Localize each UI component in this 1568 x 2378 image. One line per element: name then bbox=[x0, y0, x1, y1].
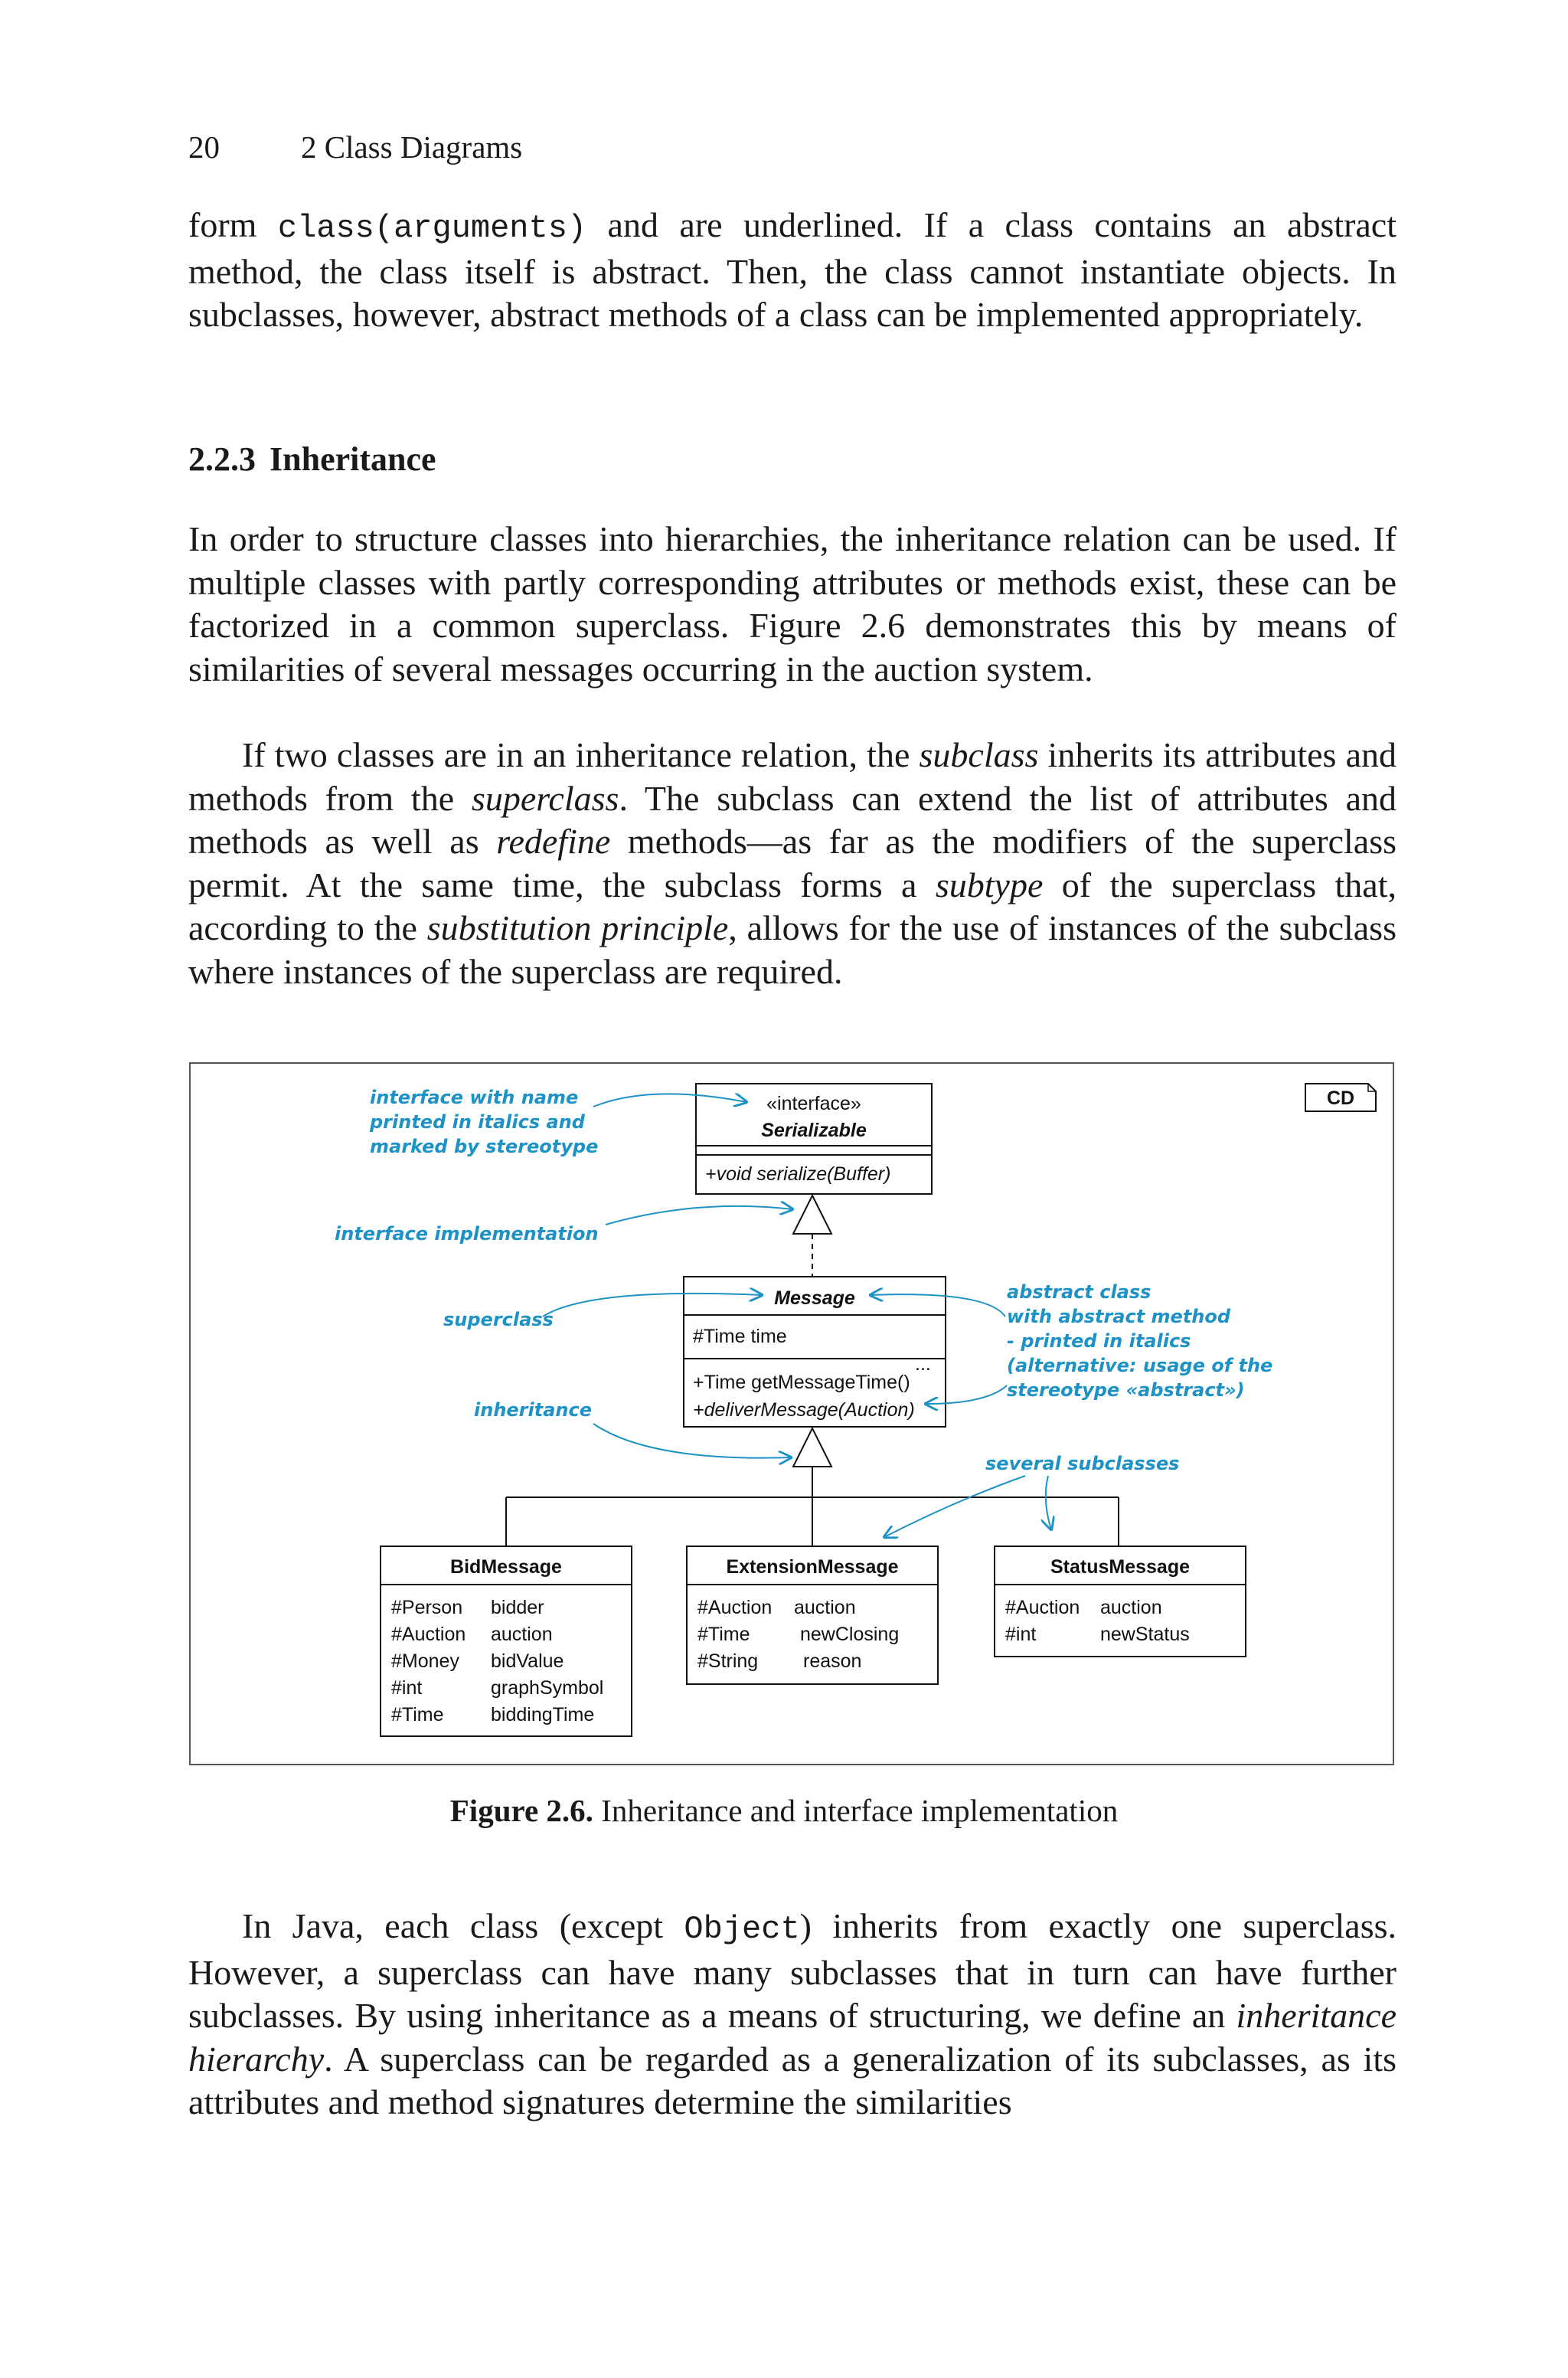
section-title: Inheritance bbox=[270, 440, 436, 478]
bid-attr-type: #Money bbox=[391, 1650, 459, 1672]
svg-text:(alternative: usage of the: (alternative: usage of the bbox=[1007, 1355, 1273, 1376]
svg-text:abstract class: abstract class bbox=[1007, 1281, 1152, 1303]
diagram-tag-text: CD bbox=[1326, 1088, 1355, 1109]
extension-name: ExtensionMessage bbox=[726, 1556, 899, 1578]
class-extensionmessage bbox=[687, 1546, 938, 1684]
chapter-title: 2 Class Diagrams bbox=[301, 129, 523, 165]
diagram-type-tag bbox=[1305, 1084, 1376, 1111]
svg-text:with abstract method: with abstract method bbox=[1007, 1306, 1231, 1327]
intro-paragraph bbox=[188, 204, 1396, 337]
message-method-1: +Time getMessageTime() bbox=[693, 1372, 910, 1393]
extension-attr-name: reason bbox=[803, 1650, 862, 1672]
bid-attr-name: graphSymbol bbox=[491, 1677, 604, 1699]
status-name: StatusMessage bbox=[1050, 1556, 1191, 1578]
note-interface-name bbox=[369, 1087, 598, 1157]
p2-text-2: inherits its attributes and methods from the bbox=[188, 735, 1396, 818]
extension-attr-type: #Auction bbox=[697, 1597, 773, 1618]
p3-emph-hierarchy: inheritance hierarchy bbox=[188, 1996, 1396, 2079]
svg-text:printed in italics and: printed in italics and bbox=[370, 1111, 585, 1133]
note-superclass: superclass bbox=[443, 1309, 554, 1330]
inheritance-tree bbox=[506, 1467, 1119, 1546]
page-number: 20 bbox=[188, 129, 220, 165]
p2-text-6: , allows for the use of instances of the subclass where instances of the superclass are required. bbox=[188, 908, 1396, 991]
p2-text-1: If two classes are in an inheritance relation, the bbox=[242, 735, 920, 774]
p2-emph-redefine: redefine bbox=[496, 822, 611, 861]
inheritance-triangle bbox=[793, 1428, 831, 1467]
note-arrow bbox=[606, 1206, 792, 1225]
svg-text:- printed in italics: - printed in italics bbox=[1007, 1330, 1191, 1352]
svg-text:marked by stereotype: marked by stereotype bbox=[370, 1136, 599, 1157]
note-arrow bbox=[1046, 1476, 1051, 1529]
extension-attr-type: #String bbox=[697, 1650, 759, 1672]
message-ellipsis: ... bbox=[915, 1353, 931, 1375]
extension-attr-name: newClosing bbox=[800, 1624, 900, 1645]
p2-text-3: . The subclass can extend the list of attributes and methods as well as bbox=[188, 778, 1396, 861]
intro-code: class(arguments) bbox=[277, 210, 587, 247]
status-attr-type: #int bbox=[1005, 1624, 1037, 1645]
bid-attr-name: biddingTime bbox=[491, 1704, 595, 1725]
p2-text-4: methods—as far as the modifiers of the superclass permit. At the same time, the subclass forms a bbox=[188, 822, 1396, 904]
paragraph-1: In order to structure classes into hierarchies, the inheritance relation can be used. If multiple classes with partly corresponding attributes or methods exist, these can be factorized in a common superclass. Figure 2.6 demonstrates this by means of similarities of several messages occurring in the auction system. bbox=[188, 519, 1396, 689]
class-serializable bbox=[696, 1084, 932, 1194]
svg-text:stereotype «abstract»): stereotype «abstract») bbox=[1007, 1379, 1245, 1401]
serializable-stereotype: «interface» bbox=[766, 1093, 861, 1114]
note-inheritance: inheritance bbox=[474, 1399, 592, 1421]
section-heading bbox=[188, 440, 436, 479]
realization-triangle bbox=[793, 1196, 831, 1234]
paragraph-2 bbox=[188, 734, 1396, 993]
caption-text: Inheritance and interface implementation bbox=[593, 1793, 1119, 1828]
note-arrow bbox=[884, 1476, 1025, 1537]
status-attr-name: newStatus bbox=[1100, 1624, 1190, 1645]
bid-attr-name: auction bbox=[491, 1624, 553, 1645]
svg-text:interface with name: interface with name bbox=[370, 1087, 579, 1108]
p3-text-1: In Java, each class (except bbox=[242, 1906, 684, 1945]
class-message bbox=[684, 1277, 946, 1427]
bid-name: BidMessage bbox=[450, 1556, 562, 1578]
p2-emph-superclass: superclass bbox=[471, 778, 619, 818]
note-abstract-class bbox=[1007, 1281, 1272, 1401]
class-diagram bbox=[191, 1064, 1396, 1767]
message-method-2: +deliverMessage(Auction) bbox=[693, 1399, 915, 1421]
bid-attr-type: #Person bbox=[391, 1597, 463, 1618]
caption-label: Figure 2.6. bbox=[449, 1793, 593, 1828]
serializable-name: Serializable bbox=[761, 1120, 867, 1141]
bid-attr-name: bidValue bbox=[491, 1650, 564, 1672]
bid-attr-type: #Auction bbox=[391, 1624, 466, 1645]
extension-attr-type: #Time bbox=[697, 1624, 750, 1645]
page-header bbox=[188, 129, 522, 165]
message-name: Message bbox=[774, 1287, 855, 1309]
serializable-method: +void serialize(Buffer) bbox=[705, 1163, 891, 1185]
section-number: 2.2.3 bbox=[188, 440, 256, 478]
class-bidmessage bbox=[381, 1546, 632, 1736]
p3-text-3: . A superclass can be regarded as a generalization of its subclasses, as its attributes and method signatures determine the similarities bbox=[188, 2039, 1396, 2121]
p2-emph-subtype: subtype bbox=[935, 865, 1044, 904]
message-attribute: #Time time bbox=[693, 1326, 787, 1347]
status-attr-name: auction bbox=[1100, 1597, 1162, 1618]
intro-text-1: form bbox=[188, 205, 278, 244]
note-arrow bbox=[593, 1424, 791, 1458]
p2-emph-substitution: substitution principle bbox=[426, 908, 729, 947]
status-attr-type: #Auction bbox=[1005, 1597, 1080, 1618]
p3-text-2: ) inherits from exactly one superclass. However, a superclass can have many subclasses that in turn can have further subclasses. By using inheritance as a means of structuring, we define an bbox=[188, 1906, 1396, 2035]
paragraph-3 bbox=[188, 1905, 1396, 2124]
bid-attr-type: #Time bbox=[391, 1704, 444, 1725]
intro-text-2: and are underlined. If a class contains an abstract method, the class itself is abstract. Then, the class cannot instantiate objects. In subclasses, however, abstract methods of a class can be implemented appropriately. bbox=[188, 205, 1397, 334]
note-several-subclasses: several subclasses bbox=[985, 1453, 1180, 1474]
figure-caption bbox=[0, 1792, 1568, 1829]
note-interface-implementation: interface implementation bbox=[335, 1223, 599, 1245]
p2-text-5: of the superclass that, according to the bbox=[188, 865, 1396, 947]
extension-attr-name: auction bbox=[794, 1597, 856, 1618]
figure-frame bbox=[189, 1062, 1394, 1765]
bid-attr-type: #int bbox=[391, 1677, 423, 1699]
p2-emph-subclass: subclass bbox=[919, 735, 1039, 774]
bid-attr-name: bidder bbox=[491, 1597, 544, 1618]
class-statusmessage bbox=[995, 1546, 1246, 1657]
p3-code: Object bbox=[684, 1911, 800, 1948]
